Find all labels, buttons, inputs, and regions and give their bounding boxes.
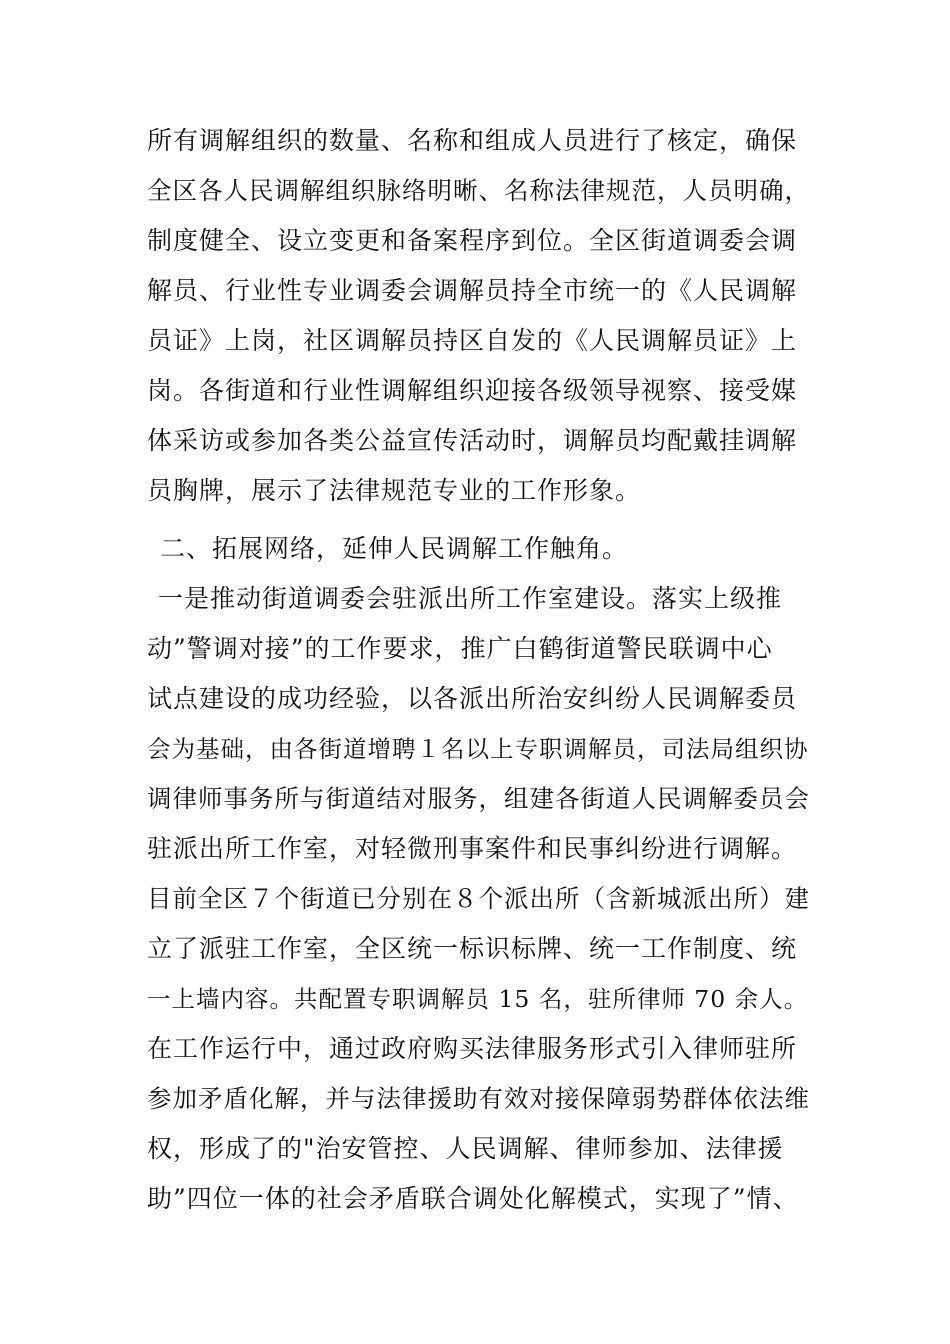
text-line: 体采访或参加各类公益宣传活动时，调解员均配戴挂调解: [147, 426, 798, 455]
text-line: 制度健全、设立变更和备案程序到位。全区街道调委会调: [147, 226, 798, 255]
text-line: 动”警调对接”的工作要求，推广白鹤街道警民联调中心: [147, 634, 773, 663]
text-line: 会为基础，由各街道增聘１名以上专职调解员，司法局组织协: [147, 735, 809, 763]
text-line: 所有调解组织的数量、名称和组成人员进行了核定，确保: [147, 126, 798, 155]
text-line: 员证》上岗，社区调解员持区自发的《人民调解员证》上: [147, 326, 798, 355]
text-line: 目前全区７个街道已分别在８个派出所（含新城派出所）建: [147, 884, 810, 913]
text-line: 调律师事务所与街道结对服务，组建各街道人民调解委员会: [147, 784, 810, 813]
text-line: 参加矛盾化解，并与法律援助有效对接保障弱势群体依法维: [147, 1084, 810, 1113]
paragraph-start: 一是推动街道调委会驻派出所工作室建设。落实上级推: [158, 584, 783, 613]
text-line: 助”四位一体的社会矛盾联合调处化解模式，实现了”情、: [147, 1184, 799, 1213]
text-line: 在工作运行中，通过政府购买法律服务形式引入律师驻所: [147, 1034, 798, 1063]
text-line: 权，形成了的"治安管控、人民调解、律师参加、法律援: [147, 1134, 784, 1163]
text-line: 岗。各街道和行业性调解组织迎接各级领导视察、接受媒: [147, 376, 798, 405]
text-line: 试点建设的成功经验，以各派出所治安纠纷人民调解委员: [147, 684, 798, 713]
text-line: 全区各人民调解组织脉络明晰、名称法律规范，人员明确，: [147, 176, 810, 205]
text-line: 立了派驻工作室，全区统一标识标牌、统一工作制度、统: [147, 934, 798, 963]
text-line: 员胸牌，展示了法律规范专业的工作形象。: [147, 476, 642, 505]
section-heading: 二、拓展网络，延伸人民调解工作触角。: [160, 534, 629, 563]
text-line: 一上墙内容。共配置专职调解员 15 名，驻所律师 70 余人。: [147, 985, 809, 1013]
text-line: 驻派出所工作室，对轻微刑事案件和民事纠纷进行调解。: [147, 834, 798, 863]
text-line: 解员、行业性专业调委会调解员持全市统一的《人民调解: [147, 276, 798, 305]
